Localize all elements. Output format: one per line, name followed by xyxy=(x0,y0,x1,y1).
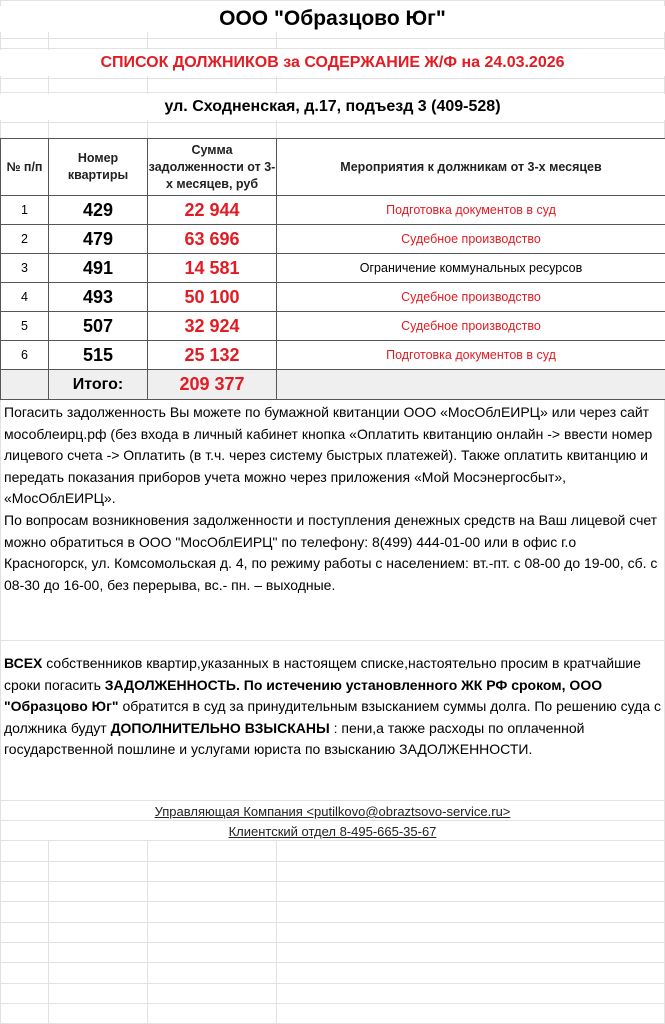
warning-text-3: : пени,а также расходы по оплаченной государственной пошлине и услугами юриста по взысканию ЗАДОЛЖЕННОСТИ. xyxy=(4,719,585,757)
contacts-info-paragraph: По вопросам возникновения задолженности и поступления денежных средств на Ваш лицевой счет можно обратиться в ООО "МосОблЕИРЦ" по телефону: 8(499) 444-01-00 или в офис г.о Красногорск, ул. Комсомольская д. 4, по режиму работы с населением: вт.-пт. с 08-00 до 19-00, сб. с 08-30 до 16-00, без перерыва, вс.- пн. – выходные. xyxy=(4,510,662,596)
row-number: 3 xyxy=(1,254,49,283)
table-row xyxy=(1,283,665,312)
apartment-number: 429 xyxy=(49,196,148,225)
debt-amount: 63 696 xyxy=(148,225,277,254)
table-header-row xyxy=(1,139,665,196)
company-title: ООО "Образцово Юг" xyxy=(0,6,665,32)
table-row xyxy=(1,254,665,283)
debt-amount: 22 944 xyxy=(148,196,277,225)
debt-action: Судебное производство xyxy=(277,225,665,254)
total-empty-cell xyxy=(1,370,49,400)
debt-amount: 32 924 xyxy=(148,312,277,341)
col-header-number: № п/п xyxy=(1,139,49,196)
payment-info-paragraph: Погасить задолженность Вы можете по бумажной квитанции ООО «МосОблЕИРЦ» или через сайт мособлеирц.рф (без входа в личный кабинет кнопка «Оплатить квитанцию онлайн -> ввести номер лицевого счета -> Оплатить (в т.ч. через систему быстрых платежей). Также оплатить квитанцию и передать показания приборов учета можно через приложения «Мой Мосэнергосбыт», «МосОблЕИРЦ». xyxy=(4,402,662,510)
debt-amount: 50 100 xyxy=(148,283,277,312)
warning-text-2: обратится в суд за принудительным взысканием суммы долга. По решению суда с должника будут xyxy=(4,698,662,736)
debt-amount: 14 581 xyxy=(148,254,277,283)
total-row xyxy=(1,370,665,400)
total-empty-cell xyxy=(277,370,665,400)
apartment-number: 491 xyxy=(49,254,148,283)
table-row xyxy=(1,341,665,370)
warning-paragraph xyxy=(4,653,662,761)
row-number: 1 xyxy=(1,196,49,225)
warning-bold-debt: ЗАДОЛЖЕННОСТЬ. По истечению установленного ЖК РФ сроком, ООО "Образцово Юг" xyxy=(4,676,603,714)
debt-action: Подготовка документов в суд xyxy=(277,196,665,225)
warning-bold-additional: ДОПОЛНИТЕЛЬНО ВЗЫСКАНЫ xyxy=(110,719,330,736)
col-header-amount: Сумма задолженности от 3-х месяцев, руб xyxy=(148,139,277,196)
debt-action: Судебное производство xyxy=(277,312,665,341)
warning-bold-all: ВСЕХ xyxy=(4,655,43,671)
apartment-number: 493 xyxy=(49,283,148,312)
debt-action: Ограничение коммунальных ресурсов xyxy=(277,254,665,283)
address-title: ул. Сходненская, д.17, подъезд 3 (409-528) xyxy=(0,94,665,120)
row-number: 6 xyxy=(1,341,49,370)
table-row xyxy=(1,225,665,254)
debtors-list-title: СПИСОК ДОЛЖНИКОВ за СОДЕРЖАНИЕ Ж/Ф на 24.03.2026 xyxy=(0,50,665,76)
management-company-link[interactable]: Управляющая Компания <putilkovo@obraztsovo-service.ru> xyxy=(154,804,511,819)
debt-action: Судебное производство xyxy=(277,283,665,312)
debtors-table xyxy=(0,138,665,400)
table-row xyxy=(1,196,665,225)
client-department-phone[interactable]: Клиентский отдел 8-495-665-35-67 xyxy=(228,824,437,839)
debt-action: Подготовка документов в суд xyxy=(277,341,665,370)
row-number: 5 xyxy=(1,312,49,341)
row-number: 4 xyxy=(1,283,49,312)
apartment-number: 515 xyxy=(49,341,148,370)
total-label: Итого: xyxy=(49,370,148,400)
apartment-number: 479 xyxy=(49,225,148,254)
total-amount: 209 377 xyxy=(148,370,277,400)
apartment-number: 507 xyxy=(49,312,148,341)
col-header-apartment: Номер квартиры xyxy=(49,139,148,196)
warning-text-1: собственников квартир,указанных в настоящем списке,настоятельно просим в кратчайшие сроки погасить xyxy=(4,655,641,693)
table-row xyxy=(1,312,665,341)
row-number: 2 xyxy=(1,225,49,254)
col-header-actions: Мероприятия к должникам от 3-х месяцев xyxy=(277,139,665,196)
debt-amount: 25 132 xyxy=(148,341,277,370)
